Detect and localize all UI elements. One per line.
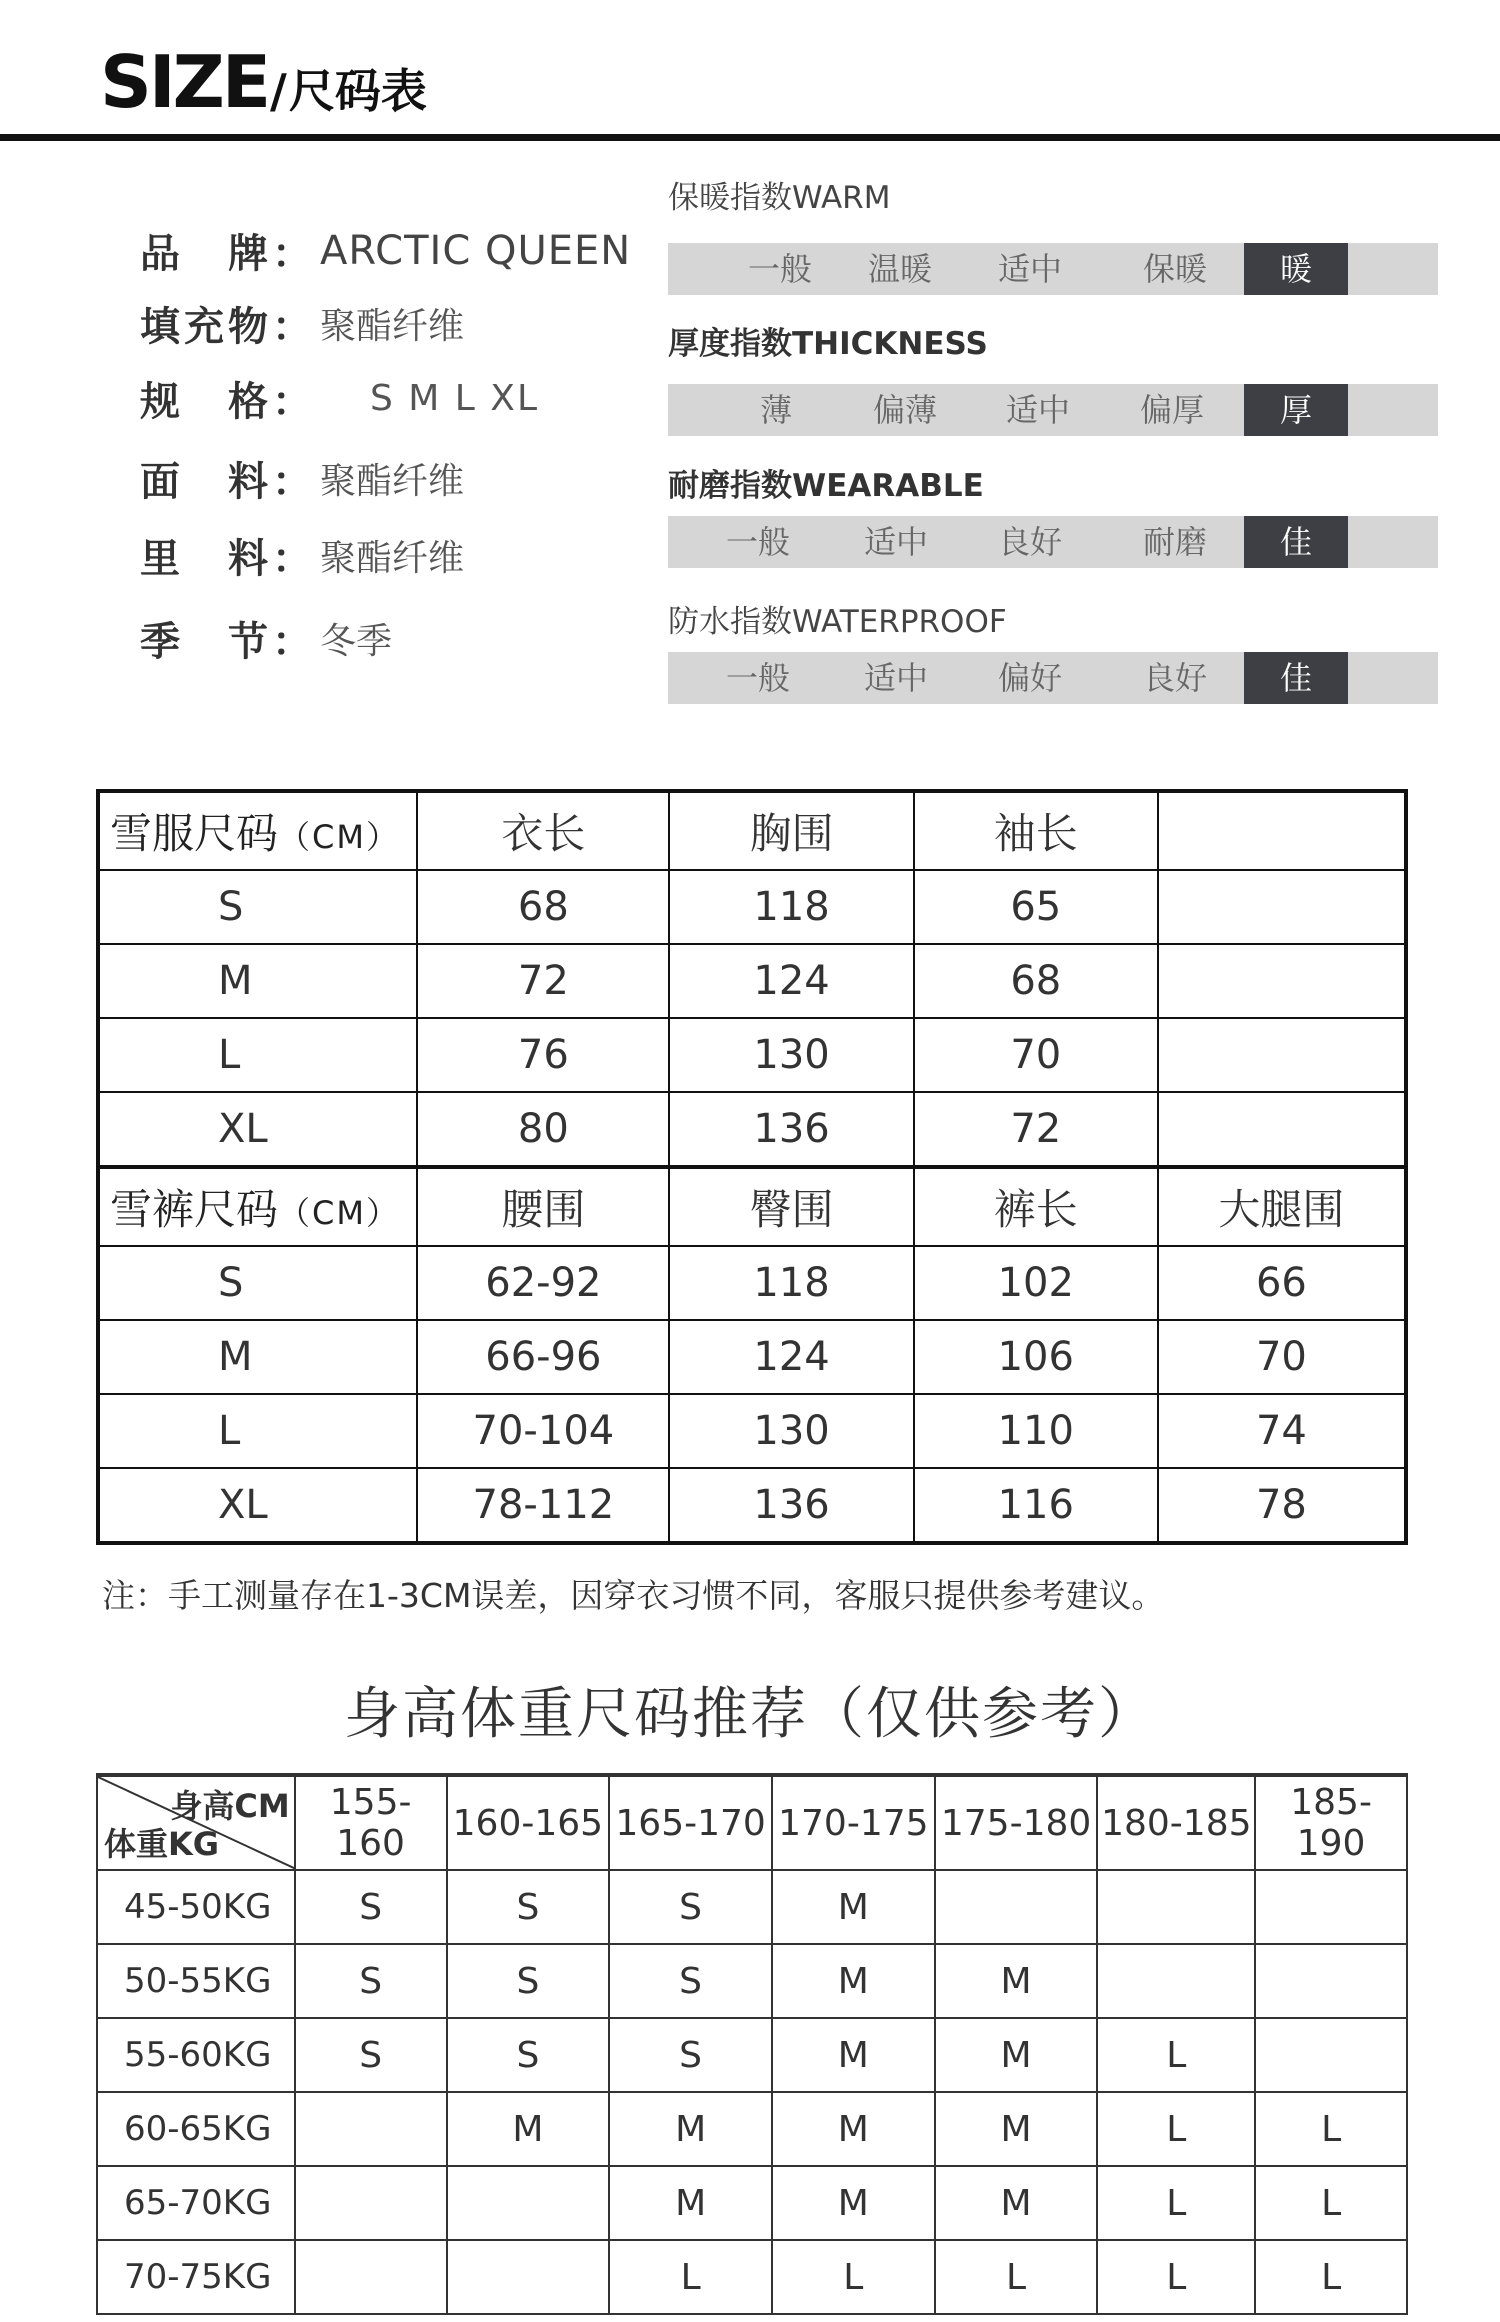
- table-cell: 78-112: [417, 1468, 669, 1543]
- size-cell: S: [295, 1870, 447, 1944]
- spec-value: 聚酯纤维: [320, 461, 465, 502]
- column-header: [1158, 791, 1406, 870]
- column-header: 袖长: [914, 791, 1158, 870]
- spec-key: 品 牌：: [140, 231, 316, 277]
- table-cell: 78: [1158, 1468, 1406, 1543]
- wearable-index-bar: [668, 516, 1438, 568]
- table-row: [98, 1018, 1406, 1092]
- table-cell: 80: [417, 1092, 669, 1167]
- warm-index-bar: [668, 243, 1438, 295]
- warm-level-selected: 暖: [1244, 243, 1348, 295]
- thickness-index-title: 厚度指数THICKNESS: [668, 326, 988, 362]
- table-cell: 72: [914, 1092, 1158, 1167]
- recommendation-title: 身高体重尺码推荐（仅供参考）: [344, 1682, 1156, 1747]
- size-cell: M: [609, 2092, 772, 2166]
- table-cell: [1158, 944, 1406, 1018]
- height-range: 160-165: [447, 1775, 610, 1870]
- corner-weight-label: 体重KG: [104, 1825, 220, 1863]
- corner-height-label: 身高CM: [170, 1787, 290, 1825]
- spec-value: S M L XL: [370, 378, 540, 419]
- table-cell: 70: [1158, 1320, 1406, 1394]
- wearable-index-title: 耐磨指数WEARABLE: [668, 468, 984, 504]
- weight-range: 50-55KG: [97, 1944, 295, 2018]
- size-cell: [935, 1870, 1098, 1944]
- size-cell: [1255, 1944, 1407, 2018]
- header-title: SIZE: [100, 40, 269, 124]
- table-cell: [1158, 1092, 1406, 1167]
- table-row: [98, 1092, 1406, 1167]
- column-header: 胸围: [669, 791, 913, 870]
- warm-index-title: 保暖指数WARM: [668, 180, 891, 216]
- size-label: M: [218, 958, 253, 1004]
- size-cell: S: [447, 2018, 610, 2092]
- size-cell: L: [1255, 2166, 1407, 2240]
- size-cell: M: [772, 2166, 935, 2240]
- table-cell: 62-92: [417, 1246, 669, 1320]
- size-cell: M: [447, 2092, 610, 2166]
- table-cell: 70-104: [417, 1394, 669, 1468]
- size-label: XL: [218, 1106, 268, 1152]
- size-cell: M: [935, 1944, 1098, 2018]
- table-cell: 70: [914, 1018, 1158, 1092]
- size-label: L: [218, 1408, 241, 1454]
- thickness-level: 薄: [760, 391, 793, 429]
- table-row: [97, 2240, 1407, 2314]
- column-header: 衣长: [417, 791, 669, 870]
- size-cell: [295, 2240, 447, 2314]
- size-label: M: [218, 1334, 253, 1380]
- jacket-label: 雪服尺码: [110, 809, 279, 858]
- waterproof-index-bar: [668, 652, 1438, 704]
- height-range: 165-170: [609, 1775, 772, 1870]
- column-header: 腰围: [417, 1167, 669, 1246]
- table-cell: [1158, 1018, 1406, 1092]
- measurement-note: 注：手工测量存在1-3CM误差，因穿衣习惯不同，客服只提供参考建议。: [102, 1576, 1165, 1615]
- spec-key: 填充物：: [140, 304, 316, 350]
- size-cell: S: [295, 1944, 447, 2018]
- size-cell: S: [447, 1944, 610, 2018]
- jacket-label-cell: [98, 791, 417, 870]
- table-row: [97, 2166, 1407, 2240]
- table-row: [98, 870, 1406, 944]
- size-cell: L: [1097, 2092, 1255, 2166]
- size-label: S: [218, 1260, 244, 1306]
- thickness-level: 偏厚: [1140, 391, 1205, 429]
- height-range: 185-190: [1255, 1775, 1407, 1870]
- size-label-cell: [98, 944, 417, 1018]
- wearable-level: 良好: [998, 523, 1063, 561]
- table-cell: 106: [914, 1320, 1158, 1394]
- thickness-index-bar: [668, 384, 1438, 436]
- size-cell: S: [609, 1944, 772, 2018]
- waterproof-level: 偏好: [998, 659, 1063, 697]
- size-cell: M: [935, 2166, 1098, 2240]
- size-cell: S: [609, 2018, 772, 2092]
- table-row: [97, 1870, 1407, 1944]
- size-cell: [1255, 2018, 1407, 2092]
- height-weight-table: [96, 1773, 1408, 2315]
- header-separator: /: [270, 64, 287, 118]
- header-divider: [0, 134, 1500, 141]
- table-row: [97, 1944, 1407, 2018]
- spec-outer-fabric: [140, 450, 464, 507]
- thickness-level: 适中: [1006, 391, 1071, 429]
- size-chart-table: [96, 789, 1408, 1545]
- table-cell: 124: [669, 1320, 913, 1394]
- size-cell: [1255, 1870, 1407, 1944]
- spec-season: [140, 610, 392, 667]
- spec-value: 聚酯纤维: [320, 538, 465, 579]
- size-label-cell: [98, 1468, 417, 1543]
- spec-brand: [140, 222, 631, 279]
- spec-key: 面 料：: [140, 459, 316, 505]
- table-row: [98, 1394, 1406, 1468]
- table-cell: 72: [417, 944, 669, 1018]
- table-cell: 66-96: [417, 1320, 669, 1394]
- jacket-header-row: [98, 791, 1406, 870]
- table-cell: 74: [1158, 1394, 1406, 1468]
- size-cell: [447, 2166, 610, 2240]
- size-cell: M: [935, 2018, 1098, 2092]
- height-range: 155-160: [295, 1775, 447, 1870]
- size-label-cell: [98, 1246, 417, 1320]
- waterproof-level-selected: 佳: [1244, 652, 1348, 704]
- weight-range: 70-75KG: [97, 2240, 295, 2314]
- table-cell: 68: [914, 944, 1158, 1018]
- table-cell: 76: [417, 1018, 669, 1092]
- size-cell: L: [1097, 2240, 1255, 2314]
- table-cell: [1158, 870, 1406, 944]
- table-cell: 116: [914, 1468, 1158, 1543]
- waterproof-level: 适中: [864, 659, 929, 697]
- table-cell: 124: [669, 944, 913, 1018]
- table-row: [98, 1468, 1406, 1543]
- size-label: XL: [218, 1482, 268, 1528]
- spec-sizes: [140, 370, 539, 427]
- table-cell: 130: [669, 1018, 913, 1092]
- column-header: 大腿围: [1158, 1167, 1406, 1246]
- spec-value: 冬季: [320, 621, 393, 662]
- size-cell: M: [609, 2166, 772, 2240]
- weight-range: 60-65KG: [97, 2092, 295, 2166]
- size-cell: L: [1255, 2092, 1407, 2166]
- table-cell: 118: [669, 870, 913, 944]
- pants-label: 雪裤尺码: [110, 1185, 279, 1234]
- size-label: L: [218, 1032, 241, 1078]
- size-cell: [295, 2166, 447, 2240]
- size-label: S: [218, 884, 244, 930]
- table-row: [98, 944, 1406, 1018]
- table-cell: 66: [1158, 1246, 1406, 1320]
- table-row: [98, 1320, 1406, 1394]
- warm-level: 适中: [998, 250, 1063, 288]
- pants-header-row: [98, 1167, 1406, 1246]
- size-cell: L: [1097, 2018, 1255, 2092]
- height-range: 180-185: [1097, 1775, 1255, 1870]
- wearable-level-selected: 佳: [1244, 516, 1348, 568]
- size-label-cell: [98, 1320, 417, 1394]
- column-header: 臀围: [669, 1167, 913, 1246]
- waterproof-level: 一般: [726, 659, 791, 697]
- spec-key: 季 节：: [140, 619, 316, 665]
- size-cell: [1097, 1870, 1255, 1944]
- warm-level: 一般: [748, 250, 813, 288]
- thickness-level-selected: 厚: [1244, 384, 1348, 436]
- table-cell: 118: [669, 1246, 913, 1320]
- size-cell: S: [447, 1870, 610, 1944]
- size-label-cell: [98, 1018, 417, 1092]
- size-cell: M: [935, 2092, 1098, 2166]
- wearable-level: 一般: [726, 523, 791, 561]
- spec-key: 规 格：: [140, 379, 316, 425]
- table-cell: 65: [914, 870, 1158, 944]
- size-cell: M: [772, 2092, 935, 2166]
- size-cell: L: [772, 2240, 935, 2314]
- header-subtitle: 尺码表: [288, 64, 427, 118]
- size-cell: M: [772, 2018, 935, 2092]
- wearable-level: 适中: [864, 523, 929, 561]
- height-range: 170-175: [772, 1775, 935, 1870]
- column-header: 裤长: [914, 1167, 1158, 1246]
- spec-lining: [140, 527, 464, 584]
- jacket-unit: （CM）: [278, 818, 400, 856]
- size-cell: L: [1255, 2240, 1407, 2314]
- spec-value: ARCTIC QUEEN: [320, 227, 632, 274]
- size-label-cell: [98, 1092, 417, 1167]
- table-cell: 136: [669, 1468, 913, 1543]
- size-cell: M: [772, 1944, 935, 2018]
- size-cell: S: [609, 1870, 772, 1944]
- table-row: [98, 1246, 1406, 1320]
- height-range: 175-180: [935, 1775, 1098, 1870]
- spec-value: 聚酯纤维: [320, 306, 465, 347]
- size-label-cell: [98, 1394, 417, 1468]
- waterproof-level: 良好: [1143, 659, 1208, 697]
- warm-level: 保暖: [1143, 250, 1208, 288]
- size-cell: S: [295, 2018, 447, 2092]
- warm-level: 温暖: [868, 250, 933, 288]
- size-cell: L: [609, 2240, 772, 2314]
- weight-range: 45-50KG: [97, 1870, 295, 1944]
- waterproof-index-title: 防水指数WATERPROOF: [668, 604, 1007, 640]
- pants-label-cell: [98, 1167, 417, 1246]
- thickness-level: 偏薄: [873, 391, 938, 429]
- table-cell: 102: [914, 1246, 1158, 1320]
- height-header-row: [97, 1775, 1407, 1870]
- table-row: [97, 2018, 1407, 2092]
- table-cell: 110: [914, 1394, 1158, 1468]
- corner-cell: [97, 1775, 295, 1870]
- pants-unit: （CM）: [278, 1194, 400, 1232]
- size-cell: [1097, 1944, 1255, 2018]
- size-cell: [295, 2092, 447, 2166]
- weight-range: 55-60KG: [97, 2018, 295, 2092]
- weight-range: 65-70KG: [97, 2166, 295, 2240]
- size-cell: L: [935, 2240, 1098, 2314]
- size-cell: M: [772, 1870, 935, 1944]
- table-cell: 68: [417, 870, 669, 944]
- wearable-level: 耐磨: [1143, 523, 1208, 561]
- table-row: [97, 2092, 1407, 2166]
- table-cell: 136: [669, 1092, 913, 1167]
- spec-key: 里 料：: [140, 536, 316, 582]
- spec-filling: [140, 295, 464, 352]
- size-label-cell: [98, 870, 417, 944]
- size-cell: [447, 2240, 610, 2314]
- table-cell: 130: [669, 1394, 913, 1468]
- page-header: [100, 40, 427, 124]
- size-cell: L: [1097, 2166, 1255, 2240]
